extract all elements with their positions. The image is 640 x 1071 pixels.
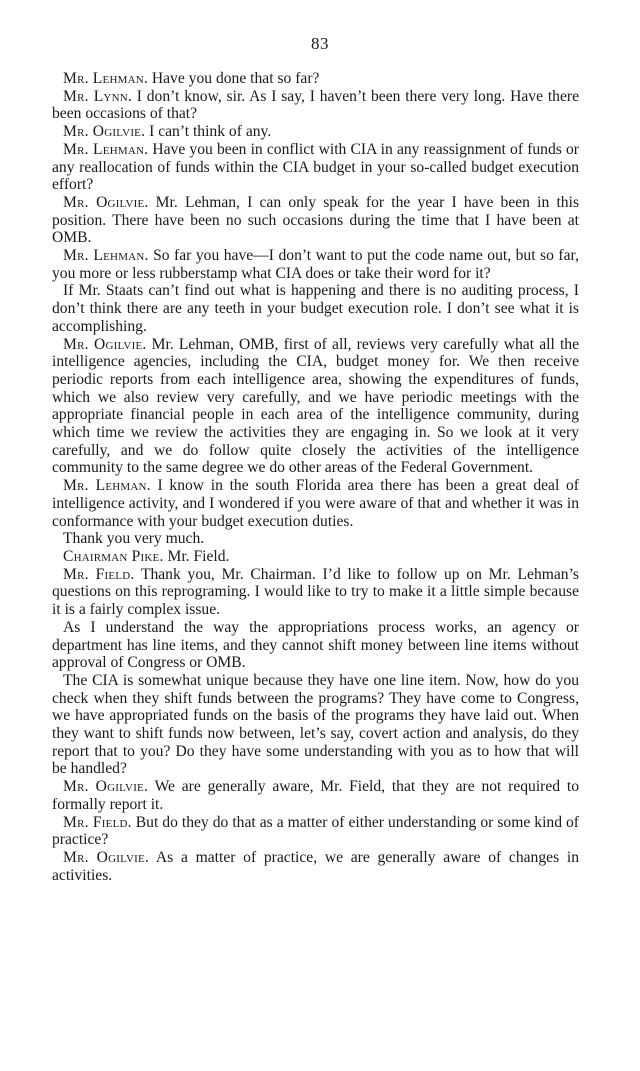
paragraph-text: Mr. Field. [163,547,230,565]
paragraph-text: Mr. Lehman, I can only speak for the year I have been in this position. There have been no such occasions during the time that I have been at OMB. [52,193,580,247]
transcript-paragraph [52,477,579,530]
speaker-name: Mr. Ogilvie. [63,848,150,866]
paragraph-text: We are generally aware, Mr. Field, that they are not required to formally report it. [52,778,579,813]
paragraph-text: Have you been in conflict with CIA in any reassignment of funds or any reallocation of funds within the CIA budget in your so-called budget execution effort? [52,140,579,194]
transcript-paragraph [52,566,579,619]
paragraph-text: I don’t know, sir. As I say, I haven’t been there very long. Have there been occasions of that? [52,87,579,123]
paragraph-text: The CIA is somewhat unique because they have one line item. Now, how do you check when they shift funds between the programs? They have come to Congress, we have appropriated funds on the basis of the programs they have laid out. When they want to shift funds now between, let’s say, covert action and analysis, do they report that to you? Do they have some understanding with you as to how that will be handled? [52,671,579,778]
transcript-paragraph [52,88,579,123]
speaker-name: Mr. Lehman. [63,70,148,87]
paragraph-text: But do they do that as a matter of either understanding or some kind of practice? [52,813,579,849]
transcript-paragraph [52,123,579,141]
paragraph-text: As a matter of practice, we are generally aware of changes in activities. [52,848,579,884]
paragraph-text: Thank you, Mr. Chairman. I’d like to follow up on Mr. Lehman’s questions on this reprograming. I would like to try to make it a little simple because it is a fairly complex issue. [52,565,579,619]
speaker-name: Chairman Pike. [63,547,164,565]
transcript-paragraph [52,548,579,566]
transcript-paragraph [52,70,579,88]
speaker-name: Mr. Ogilvie. [63,335,147,353]
speaker-name: Mr. Field. [63,565,135,583]
transcript-paragraph [52,530,579,548]
speaker-name: Mr. Ogilvie. [63,193,149,211]
paragraph-text: Thank you very much. [63,530,205,548]
transcript-paragraph [52,194,579,247]
paragraph-text: Have you done that so far? [147,70,320,87]
page-number: 83 [311,34,329,53]
paragraph-text: As I understand the way the appropriations process works, an agency or department has line items, and they cannot shift money between line items without approval of Congress or OMB. [52,618,579,672]
transcript-paragraph [52,282,579,335]
transcript-paragraph [52,141,579,194]
speaker-name: Mr. Lehman. [63,477,151,495]
transcript-paragraph [52,619,579,672]
paragraph-text: Mr. Lehman, OMB, first of all, reviews very carefully what all the intelligence agencies, including the CIA, budget money for. We then receive periodic reports from each intelligence area, showing the expenditures of funds, which we also review very carefully, and we have periodic meetings with the appropriate financial people in each area of the intelligence community, during which time we review the activities they are engaging in. So we look at it very carefully, and we do follow quite closely the activities of the intelligence community to the same degree we do other areas of the Federal Government. [52,335,579,477]
transcript-paragraph [52,672,579,778]
paragraph-text: I can’t think of any. [145,123,272,141]
transcript-paragraph [52,778,579,813]
transcript-body [52,70,579,884]
speaker-name: Mr. Lehman. [63,140,149,158]
transcript-paragraph [52,247,579,282]
speaker-name: Mr. Field. [63,813,132,831]
transcript-paragraph [52,814,579,849]
transcript-paragraph [52,849,579,884]
paragraph-text: I know in the south Florida area there has been a great deal of intelligence activity, and I wondered if you were aware of that and whether it was in conformance with your budget execution duties. [52,477,579,530]
speaker-name: Mr. Ogilvie. [63,123,146,141]
speaker-name: Mr. Ogilvie. [63,778,149,796]
transcript-paragraph [52,336,579,478]
speaker-name: Mr. Lehman. [63,247,149,265]
paragraph-text: So far you have—I don’t want to put the code name out, but so far, you more or less rubberstamp what CIA does or take their word for it? [52,247,579,282]
speaker-name: Mr. Lynn. [63,87,132,105]
paragraph-text: If Mr. Staats can’t find out what is happening and there is no auditing process, I don’t think there are any teeth in your budget execution role. I don’t see what it is accomplishing. [52,282,579,335]
